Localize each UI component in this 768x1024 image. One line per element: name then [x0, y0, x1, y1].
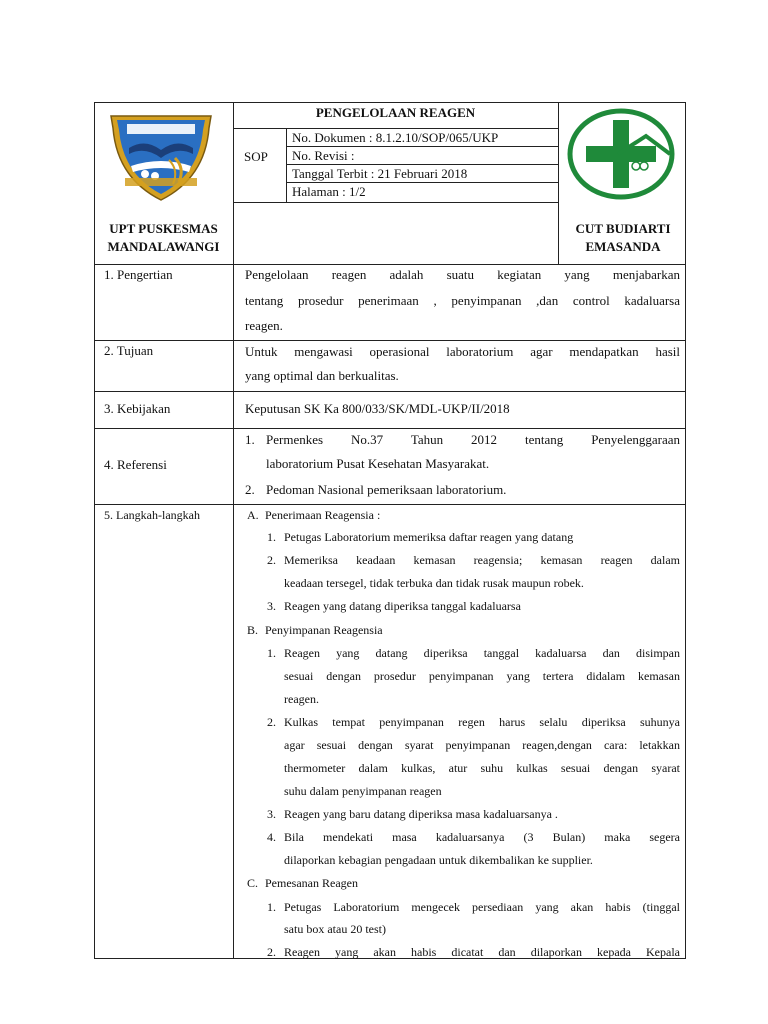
- tujuan-line: yang optimal dan berkualitas.: [245, 368, 399, 383]
- section-label-referensi: 4. Referensi: [104, 457, 167, 472]
- langkah-step-num: 3.: [267, 807, 276, 821]
- page-number: Halaman : 1/2: [292, 184, 366, 199]
- section-label-kebijakan: 3. Kebijakan: [104, 401, 171, 416]
- langkah-step-line: suhu dalam penyimpanan reagen: [284, 784, 442, 798]
- document-title: PENGELOLAAN REAGEN: [315, 105, 476, 120]
- signer-name-line2: EMASANDA: [585, 239, 661, 254]
- langkah-group-letter: A.: [247, 508, 259, 522]
- langkah-step-line: keadaan tersegel, tidak terbuka dan tidak rusak maupun robek.: [284, 576, 584, 590]
- langkah-step-num: 3.: [267, 599, 276, 613]
- langkah-step-line: Petugas Laboratorium memeriksa daftar reagen yang datang: [284, 530, 574, 544]
- langkah-step-num: 2.: [267, 945, 276, 959]
- referensi-item-line: laboratorium Pusat Kesehatan Masyarakat.: [266, 456, 490, 471]
- langkah-step-line: sesuai dengan prosedur penyimpanan yang tertera didalam kemasan: [284, 669, 680, 683]
- grid-line: [94, 428, 686, 429]
- langkah-step-line: reagen.: [284, 692, 319, 706]
- langkah-step-line: Reagen yang datang diperiksa tanggal kadaluarsa dan disimpan: [284, 646, 680, 660]
- referensi-item-line: Permenkes No.37 Tahun 2012 tentang Penyelenggaraan: [266, 432, 680, 447]
- langkah-group-title: Pemesanan Reagen: [265, 876, 358, 890]
- grid-line: [94, 264, 686, 265]
- langkah-step-line: thermometer dalam kulkas, atur suhu kulkas sesuai dengan syarat: [284, 761, 680, 775]
- langkah-step-num: 1.: [267, 646, 276, 660]
- kebijakan-line: Keputusan SK Ka 800/033/SK/MDL-UKP/II/2018: [245, 401, 510, 416]
- langkah-step-line: Reagen yang datang diperiksa tanggal kadaluarsa: [284, 599, 521, 613]
- langkah-step-line: satu box atau 20 test): [284, 922, 386, 936]
- langkah-group-title: Penerimaan Reagensia :: [265, 508, 381, 522]
- revision-number: No. Revisi :: [292, 148, 355, 163]
- langkah-step-line: Memeriksa keadaan kemasan reagensia; kemasan reagen dalam: [284, 553, 680, 567]
- grid-line: [94, 391, 686, 392]
- pengertian-line: reagen.: [245, 318, 283, 333]
- referensi-item-line: Pedoman Nasional pemeriksaan laboratorium.: [266, 482, 507, 497]
- grid-line: [233, 202, 558, 203]
- langkah-step-line: Bila mendekati masa kadaluarsanya (3 Bulan) maka segera: [284, 830, 680, 844]
- langkah-group-title: Penyimpanan Reagensia: [265, 623, 383, 637]
- langkah-step-num: 2.: [267, 553, 276, 567]
- section-label-langkah: 5. Langkah-langkah: [104, 508, 200, 522]
- langkah-step-line: Reagen yang baru datang diperiksa masa kadaluarsanya .: [284, 807, 558, 821]
- doc-number: No. Dokumen : 8.1.2.10/SOP/065/UKP: [292, 130, 499, 145]
- langkah-step-line: Petugas Laboratorium mengecek persediaan yang akan habis (tinggal: [284, 900, 680, 914]
- section-label-tujuan: 2. Tujuan: [104, 343, 154, 358]
- grid-line: [286, 128, 287, 202]
- org-name-line2: MANDALAWANGI: [107, 239, 220, 254]
- sop-label: SOP: [244, 149, 268, 164]
- langkah-step-line: agar sesuai dengan syarat penyimpanan reagen,dengan cara: letakkan: [284, 738, 680, 752]
- pengertian-line: Pengelolaan reagen adalah suatu kegiatan yang menjabarkan: [245, 267, 680, 282]
- langkah-step-num: 1.: [267, 530, 276, 544]
- section-label-pengertian: 1. Pengertian: [104, 267, 173, 282]
- langkah-step-num: 2.: [267, 715, 276, 729]
- referensi-item-num: 1.: [245, 432, 255, 447]
- grid-line: [94, 504, 686, 505]
- grid-line: [558, 102, 559, 264]
- tujuan-line: Untuk mengawasi operasional laboratorium agar mendapatkan hasil: [245, 344, 680, 359]
- pengertian-line: tentang prosedur penerimaan , penyimpanan ,dan control kadaluarsa: [245, 293, 680, 308]
- signer-name-line1: CUT BUDIARTI: [575, 221, 671, 236]
- grid-line: [233, 102, 234, 264]
- langkah-step-line: dilaporkan kebagian pengadaan untuk dikembalikan ke supplier.: [284, 853, 593, 867]
- langkah-step-num: 1.: [267, 900, 276, 914]
- regional-emblem-icon: [105, 108, 217, 204]
- langkah-group-letter: B.: [247, 623, 259, 637]
- grid-line: [94, 340, 686, 341]
- org-name-line1: UPT PUSKESMAS: [109, 221, 218, 236]
- langkah-group-letter: C.: [247, 876, 259, 890]
- langkah-step-line: Kulkas tempat penyimpanan regen harus selalu diperiksa suhunya: [284, 715, 680, 729]
- langkah-step-line: Reagen yang akan habis dicatat dan dilaporkan kepada Kepala: [284, 945, 680, 959]
- langkah-step-num: 4.: [267, 830, 276, 844]
- issue-date: Tanggal Terbit : 21 Februari 2018: [292, 166, 468, 181]
- puskesmas-logo-icon: [566, 108, 677, 200]
- grid-line: [233, 264, 234, 959]
- referensi-item-num: 2.: [245, 482, 255, 497]
